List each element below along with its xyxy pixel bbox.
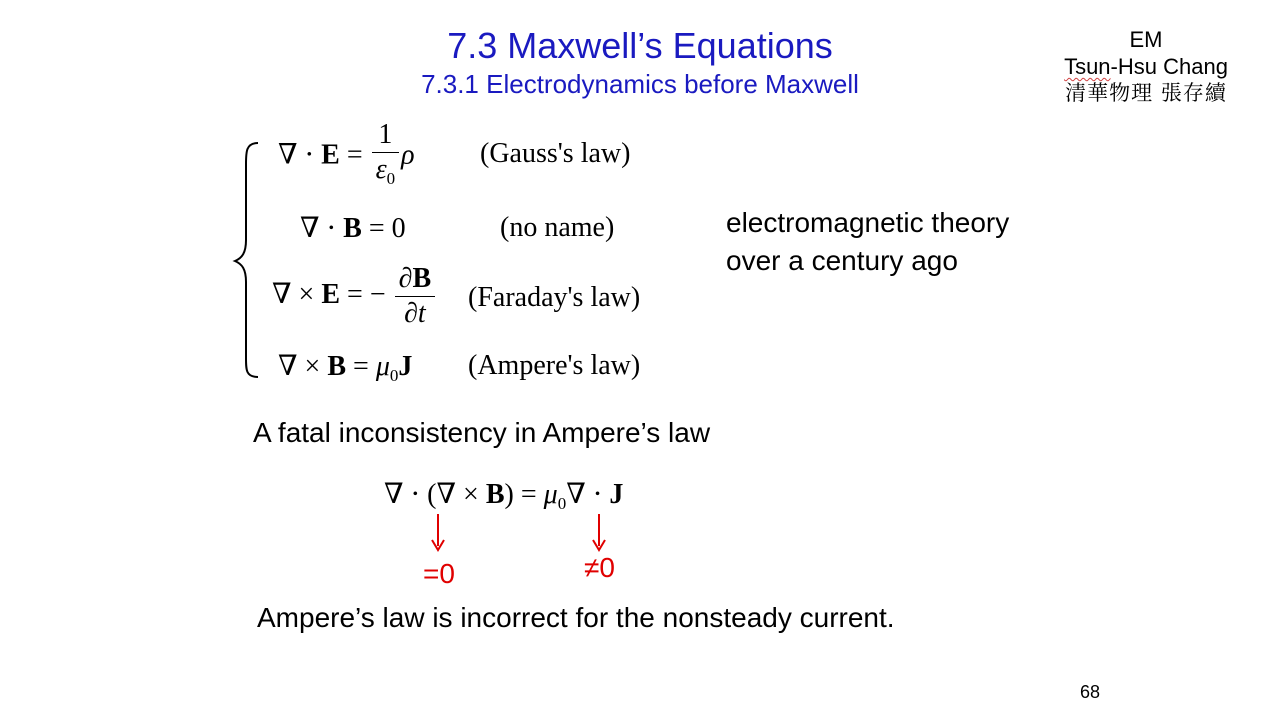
author-block	[1046, 26, 1246, 107]
right-down-arrow-icon	[589, 512, 609, 552]
right-result: ≠0	[584, 552, 615, 583]
author-name-rest: -Hsu Chang	[1110, 54, 1228, 79]
ampere-law-label: (Ampere's law)	[468, 350, 641, 381]
gauss-law-label: (Gauss's law)	[480, 138, 631, 169]
inconsistency-heading: A fatal inconsistency in Ampere’s law	[253, 417, 711, 448]
ampere-law-equation: ∇ × $B = \mu_0J$	[278, 351, 413, 385]
gauss-magnetism-equation: ∇ ⋅ B = 0	[300, 213, 406, 244]
faraday-law-label: (Faraday's law)	[468, 282, 641, 313]
slide-title: 7.3 Maxwell’s Equations	[447, 25, 833, 66]
faraday-law-equation: ∇ × E = − $\frac{\partial B}{\partial t}$	[272, 262, 437, 331]
side-note-line2: over a century ago	[726, 245, 958, 276]
left-result: =0	[423, 558, 455, 589]
course-label: EM	[1129, 27, 1163, 52]
side-note-line1: electromagnetic theory	[726, 207, 1010, 238]
equation-brace	[232, 140, 262, 380]
author-chinese: 清華物理 張存續	[1065, 81, 1227, 105]
conclusion-text: Ampere’s law is incorrect for the nonsteady current.	[257, 602, 895, 633]
left-down-arrow-icon	[428, 512, 448, 552]
no-name-label: (no name)	[500, 212, 615, 243]
gauss-law-equation: ∇ ⋅ E = $\frac{1}{\varepsilon_0}$ ρ	[278, 119, 415, 188]
author-name	[1046, 53, 1246, 80]
author-name-first: Tsun	[1064, 54, 1111, 79]
divergence-equation: ∇ ⋅ (∇ × $B) = \mu_0\nabla \cdot J$	[384, 479, 624, 513]
slide-subtitle: 7.3.1 Electrodynamics before Maxwell	[421, 69, 859, 99]
page-number: 68	[1080, 682, 1101, 702]
side-note	[726, 204, 1009, 280]
